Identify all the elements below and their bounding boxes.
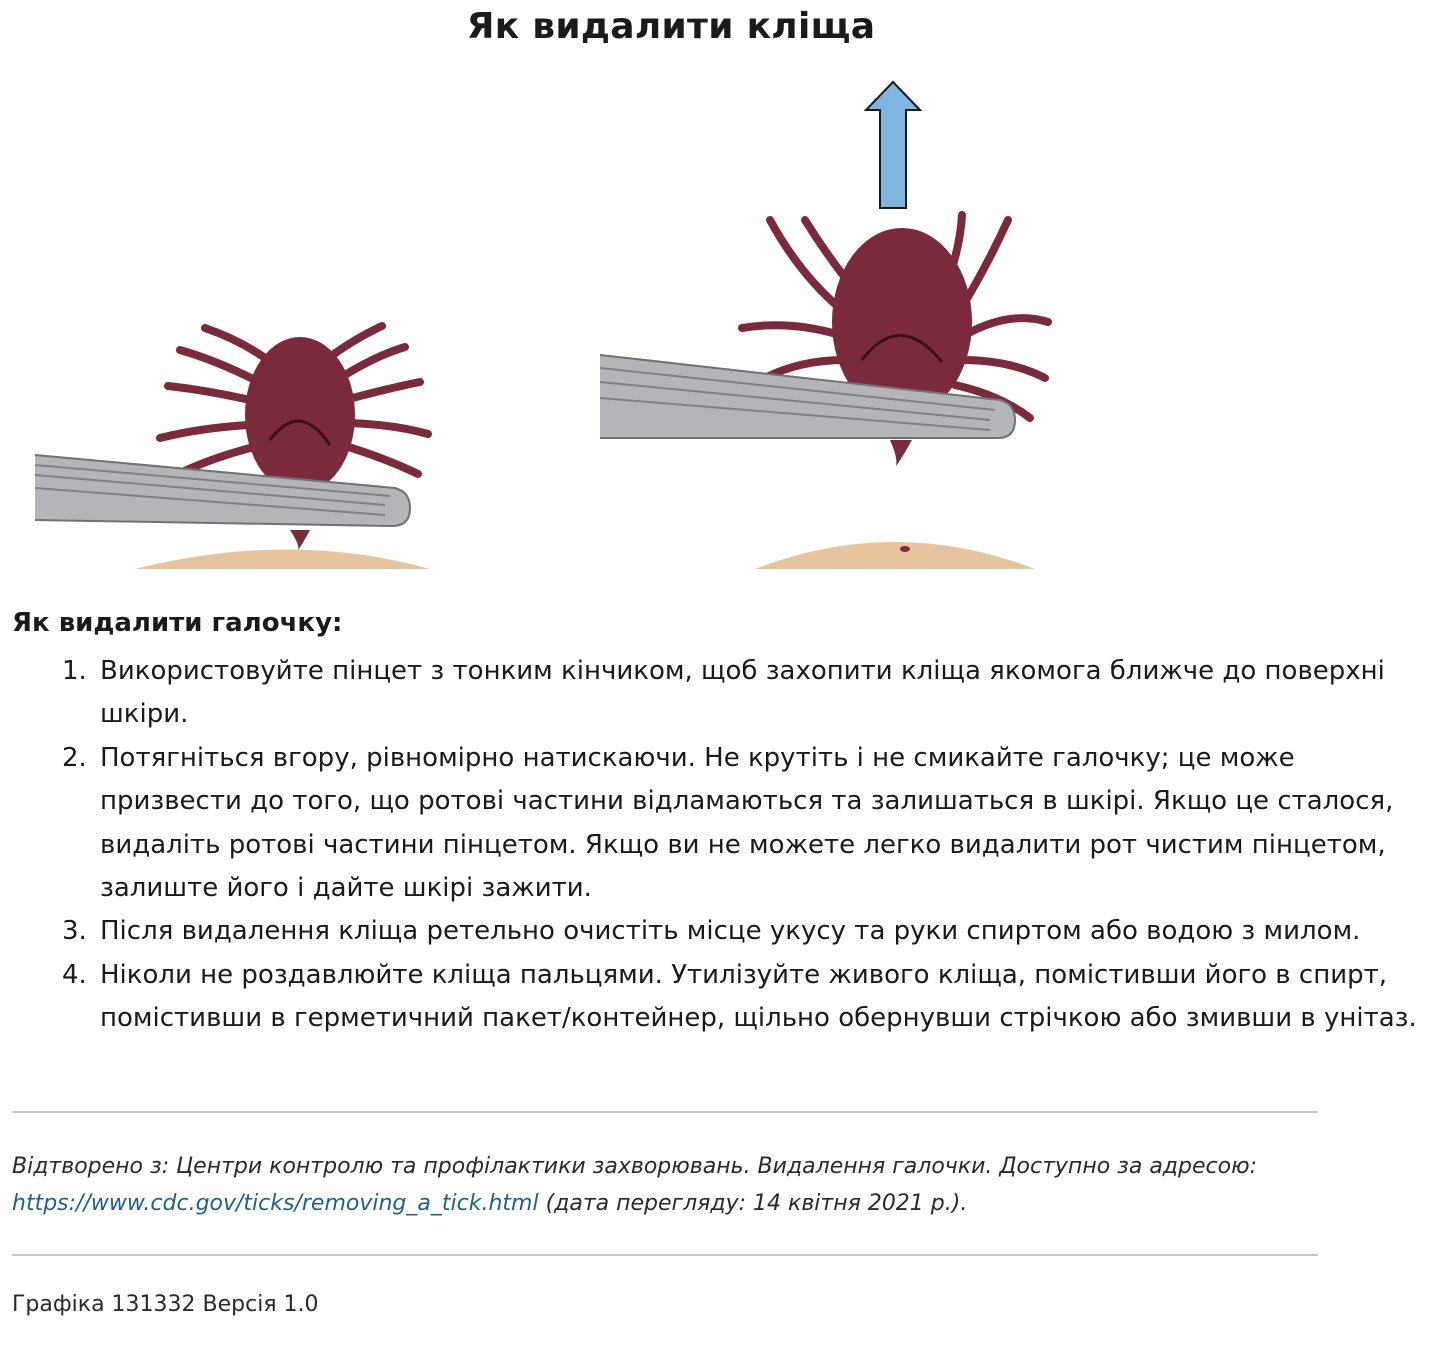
- instructions-list: [0, 650, 1430, 1041]
- step-text: Ніколи не роздавлюйте кліща пальцями. Утилізуйте живого кліща, помістивши його в спирт, помістивши в герметичний пакет/контейнер, щільно обернувши стрічкою або змивши в унітаз.: [100, 959, 1417, 1034]
- step-number: 2.: [62, 742, 87, 773]
- graphic-version-label: Графіка 131332 Версія 1.0: [12, 1292, 319, 1317]
- step-text: Використовуйте пінцет з тонким кінчиком, щоб захопити кліща якомога ближче до поверхні шкіри.: [100, 656, 1385, 730]
- citation-prefix: Відтворено з: Центри контролю та профілактики захворювань. Видалення галочки. Доступно за адресою:: [12, 1154, 1258, 1179]
- step-number: 1.: [62, 656, 87, 686]
- step-number: 4.: [62, 959, 87, 990]
- instructions-heading: Як видалити галочку:: [12, 608, 343, 638]
- citation: [12, 1148, 1412, 1222]
- divider: [12, 1111, 1318, 1113]
- list-item: [0, 650, 1430, 737]
- step-text: Після видалення кліща ретельно очистіть місце укусу та руки спиртом або водою з милом.: [100, 916, 1361, 947]
- list-item: [0, 910, 1430, 953]
- citation-link[interactable]: https://www.cdc.gov/ticks/removing_a_tick.html: [12, 1191, 539, 1216]
- step-text: Потягніться вгору, рівномірно натискаючи. Не крутіть і не смикайте галочку; це може призвести до того, що ротові частини відламаються та залишаться в шкірі. Якщо це сталося, видаліть ротові частини пінцетом. Якщо ви не можете легко видалити рот чистим пінцетом, залиште його і дайте шкірі зажити.: [100, 742, 1394, 904]
- tick-pulled-upward-icon: [600, 215, 1048, 569]
- list-item: [0, 737, 1430, 911]
- page-title: Як видалити кліща: [466, 6, 876, 47]
- list-item: [0, 954, 1430, 1041]
- tick-removal-illustration: [0, 60, 1442, 575]
- tick-grasped-by-tweezers-icon: [35, 326, 430, 569]
- arrow-up-icon: [866, 82, 920, 208]
- divider: [12, 1254, 1318, 1256]
- step-number: 3.: [62, 916, 87, 947]
- citation-suffix: (дата перегляду: 14 квітня 2021 р.).: [545, 1191, 968, 1216]
